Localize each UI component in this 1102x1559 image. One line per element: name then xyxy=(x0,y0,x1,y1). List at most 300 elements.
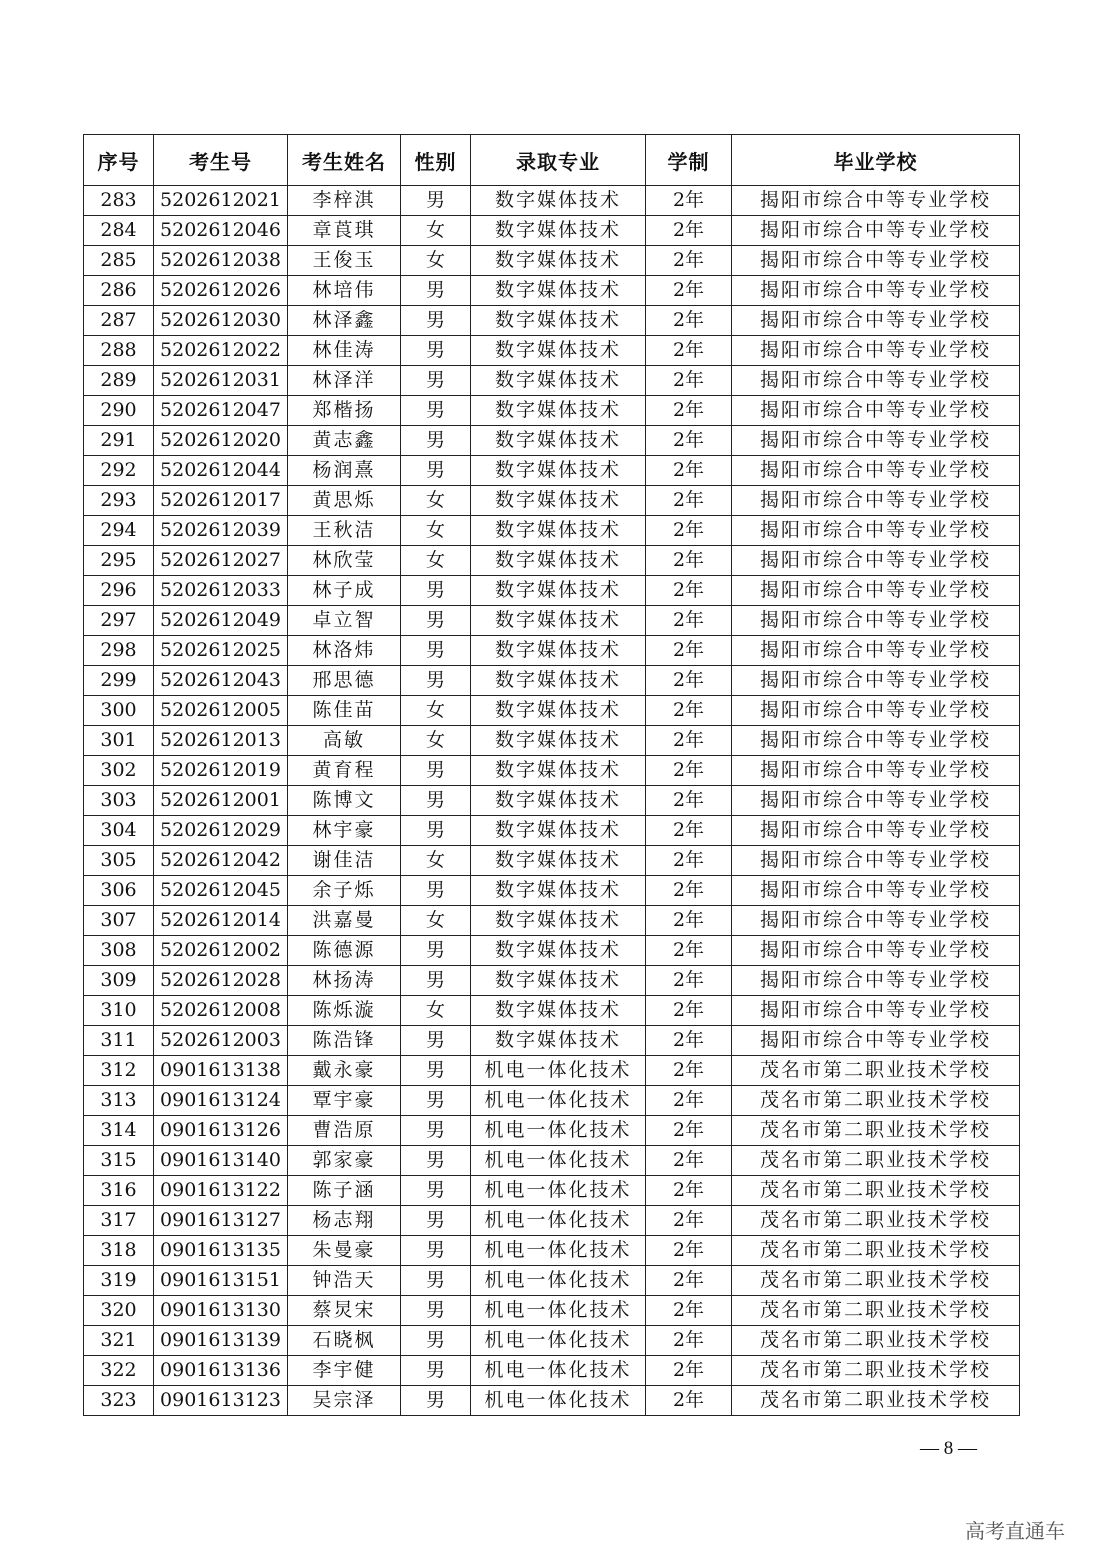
cell-major: 机电一体化技术 xyxy=(471,1116,646,1146)
cell-school: 茂名市第二职业技术学校 xyxy=(732,1326,1020,1356)
header-duration: 学制 xyxy=(646,135,732,186)
cell-name: 林泽鑫 xyxy=(288,306,401,336)
cell-name: 曹浩原 xyxy=(288,1116,401,1146)
cell-school: 茂名市第二职业技术学校 xyxy=(732,1116,1020,1146)
table-row xyxy=(84,726,1020,756)
cell-name: 石晓枫 xyxy=(288,1326,401,1356)
cell-major: 数字媒体技术 xyxy=(471,726,646,756)
table-row xyxy=(84,1026,1020,1056)
cell-major: 数字媒体技术 xyxy=(471,426,646,456)
cell-serial: 283 xyxy=(84,186,154,216)
cell-serial: 297 xyxy=(84,606,154,636)
cell-duration: 2年 xyxy=(646,396,732,426)
cell-serial: 294 xyxy=(84,516,154,546)
cell-exam-id: 5202612003 xyxy=(154,1026,288,1056)
cell-gender: 男 xyxy=(401,1356,471,1386)
cell-gender: 男 xyxy=(401,966,471,996)
cell-serial: 287 xyxy=(84,306,154,336)
table-row xyxy=(84,756,1020,786)
cell-gender: 男 xyxy=(401,786,471,816)
cell-gender: 男 xyxy=(401,456,471,486)
cell-gender: 男 xyxy=(401,1206,471,1236)
cell-serial: 299 xyxy=(84,666,154,696)
cell-serial: 300 xyxy=(84,696,154,726)
cell-duration: 2年 xyxy=(646,426,732,456)
cell-major: 机电一体化技术 xyxy=(471,1296,646,1326)
cell-serial: 315 xyxy=(84,1146,154,1176)
table-row xyxy=(84,846,1020,876)
cell-school: 茂名市第二职业技术学校 xyxy=(732,1266,1020,1296)
cell-exam-id: 5202612031 xyxy=(154,366,288,396)
cell-serial: 286 xyxy=(84,276,154,306)
cell-major: 数字媒体技术 xyxy=(471,216,646,246)
cell-gender: 男 xyxy=(401,1296,471,1326)
cell-exam-id: 5202612021 xyxy=(154,186,288,216)
cell-exam-id: 5202612042 xyxy=(154,846,288,876)
cell-duration: 2年 xyxy=(646,216,732,246)
cell-serial: 303 xyxy=(84,786,154,816)
cell-serial: 319 xyxy=(84,1266,154,1296)
watermark: 高考直通车 xyxy=(965,1519,1065,1543)
cell-name: 高敏 xyxy=(288,726,401,756)
cell-gender: 女 xyxy=(401,996,471,1026)
cell-school: 揭阳市综合中等专业学校 xyxy=(732,456,1020,486)
cell-duration: 2年 xyxy=(646,696,732,726)
cell-major: 机电一体化技术 xyxy=(471,1386,646,1416)
cell-school: 茂名市第二职业技术学校 xyxy=(732,1146,1020,1176)
cell-gender: 男 xyxy=(401,1116,471,1146)
cell-school: 揭阳市综合中等专业学校 xyxy=(732,816,1020,846)
cell-gender: 男 xyxy=(401,306,471,336)
cell-name: 杨润熹 xyxy=(288,456,401,486)
cell-school: 茂名市第二职业技术学校 xyxy=(732,1056,1020,1086)
cell-major: 数字媒体技术 xyxy=(471,666,646,696)
cell-major: 数字媒体技术 xyxy=(471,576,646,606)
cell-duration: 2年 xyxy=(646,516,732,546)
cell-exam-id: 0901613122 xyxy=(154,1176,288,1206)
cell-name: 陈德源 xyxy=(288,936,401,966)
cell-exam-id: 5202612044 xyxy=(154,456,288,486)
cell-school: 茂名市第二职业技术学校 xyxy=(732,1386,1020,1416)
cell-serial: 311 xyxy=(84,1026,154,1056)
cell-exam-id: 5202612019 xyxy=(154,756,288,786)
cell-serial: 301 xyxy=(84,726,154,756)
cell-school: 揭阳市综合中等专业学校 xyxy=(732,936,1020,966)
cell-gender: 男 xyxy=(401,1326,471,1356)
cell-major: 机电一体化技术 xyxy=(471,1056,646,1086)
cell-gender: 女 xyxy=(401,846,471,876)
cell-exam-id: 5202612028 xyxy=(154,966,288,996)
cell-school: 揭阳市综合中等专业学校 xyxy=(732,756,1020,786)
cell-name: 章莨琪 xyxy=(288,216,401,246)
cell-major: 数字媒体技术 xyxy=(471,516,646,546)
cell-name: 陈博文 xyxy=(288,786,401,816)
cell-name: 吴宗泽 xyxy=(288,1386,401,1416)
cell-school: 揭阳市综合中等专业学校 xyxy=(732,426,1020,456)
cell-serial: 314 xyxy=(84,1116,154,1146)
cell-duration: 2年 xyxy=(646,486,732,516)
cell-exam-id: 5202612046 xyxy=(154,216,288,246)
cell-exam-id: 5202612029 xyxy=(154,816,288,846)
cell-school: 揭阳市综合中等专业学校 xyxy=(732,876,1020,906)
cell-major: 数字媒体技术 xyxy=(471,606,646,636)
cell-duration: 2年 xyxy=(646,726,732,756)
table-row xyxy=(84,606,1020,636)
cell-gender: 男 xyxy=(401,1086,471,1116)
cell-name: 林欣莹 xyxy=(288,546,401,576)
cell-name: 卓立智 xyxy=(288,606,401,636)
cell-school: 茂名市第二职业技术学校 xyxy=(732,1236,1020,1266)
cell-duration: 2年 xyxy=(646,996,732,1026)
cell-major: 机电一体化技术 xyxy=(471,1236,646,1266)
cell-name: 林扬涛 xyxy=(288,966,401,996)
table-row xyxy=(84,516,1020,546)
cell-major: 机电一体化技术 xyxy=(471,1086,646,1116)
table-row xyxy=(84,906,1020,936)
cell-exam-id: 5202612026 xyxy=(154,276,288,306)
cell-serial: 313 xyxy=(84,1086,154,1116)
cell-name: 郑楷扬 xyxy=(288,396,401,426)
cell-school: 揭阳市综合中等专业学校 xyxy=(732,906,1020,936)
cell-gender: 男 xyxy=(401,276,471,306)
cell-name: 黄思烁 xyxy=(288,486,401,516)
cell-serial: 317 xyxy=(84,1206,154,1236)
table-row xyxy=(84,696,1020,726)
cell-exam-id: 5202612017 xyxy=(154,486,288,516)
cell-duration: 2年 xyxy=(646,966,732,996)
table-row xyxy=(84,336,1020,366)
cell-gender: 男 xyxy=(401,606,471,636)
cell-serial: 285 xyxy=(84,246,154,276)
cell-major: 数字媒体技术 xyxy=(471,336,646,366)
cell-major: 数字媒体技术 xyxy=(471,696,646,726)
table-row xyxy=(84,366,1020,396)
cell-exam-id: 0901613151 xyxy=(154,1266,288,1296)
cell-duration: 2年 xyxy=(646,186,732,216)
header-serial: 序号 xyxy=(84,135,154,186)
cell-gender: 男 xyxy=(401,1056,471,1086)
cell-duration: 2年 xyxy=(646,1146,732,1176)
cell-duration: 2年 xyxy=(646,1056,732,1086)
cell-school: 揭阳市综合中等专业学校 xyxy=(732,666,1020,696)
cell-duration: 2年 xyxy=(646,756,732,786)
cell-exam-id: 5202612005 xyxy=(154,696,288,726)
cell-exam-id: 5202612045 xyxy=(154,876,288,906)
cell-name: 林洛炜 xyxy=(288,636,401,666)
cell-duration: 2年 xyxy=(646,366,732,396)
cell-school: 揭阳市综合中等专业学校 xyxy=(732,366,1020,396)
cell-duration: 2年 xyxy=(646,906,732,936)
cell-major: 数字媒体技术 xyxy=(471,276,646,306)
cell-duration: 2年 xyxy=(646,816,732,846)
table-row xyxy=(84,1266,1020,1296)
table-row xyxy=(84,666,1020,696)
cell-major: 机电一体化技术 xyxy=(471,1206,646,1236)
cell-duration: 2年 xyxy=(646,1296,732,1326)
cell-exam-id: 0901613139 xyxy=(154,1326,288,1356)
cell-serial: 290 xyxy=(84,396,154,426)
cell-gender: 男 xyxy=(401,936,471,966)
table-row xyxy=(84,456,1020,486)
cell-school: 揭阳市综合中等专业学校 xyxy=(732,546,1020,576)
table-row xyxy=(84,1356,1020,1386)
cell-name: 戴永豪 xyxy=(288,1056,401,1086)
cell-exam-id: 5202612038 xyxy=(154,246,288,276)
cell-school: 揭阳市综合中等专业学校 xyxy=(732,396,1020,426)
cell-major: 数字媒体技术 xyxy=(471,456,646,486)
cell-major: 机电一体化技术 xyxy=(471,1326,646,1356)
cell-exam-id: 5202612008 xyxy=(154,996,288,1026)
cell-name: 林子成 xyxy=(288,576,401,606)
cell-major: 数字媒体技术 xyxy=(471,996,646,1026)
cell-serial: 289 xyxy=(84,366,154,396)
cell-gender: 女 xyxy=(401,216,471,246)
cell-exam-id: 0901613127 xyxy=(154,1206,288,1236)
cell-school: 揭阳市综合中等专业学校 xyxy=(732,966,1020,996)
table-row xyxy=(84,816,1020,846)
cell-gender: 男 xyxy=(401,396,471,426)
header-name: 考生姓名 xyxy=(288,135,401,186)
table-row xyxy=(84,786,1020,816)
cell-name: 洪嘉曼 xyxy=(288,906,401,936)
cell-gender: 男 xyxy=(401,876,471,906)
cell-name: 黄志鑫 xyxy=(288,426,401,456)
cell-exam-id: 5202612039 xyxy=(154,516,288,546)
cell-duration: 2年 xyxy=(646,1086,732,1116)
cell-duration: 2年 xyxy=(646,666,732,696)
cell-major: 机电一体化技术 xyxy=(471,1176,646,1206)
cell-duration: 2年 xyxy=(646,276,732,306)
cell-school: 揭阳市综合中等专业学校 xyxy=(732,246,1020,276)
cell-duration: 2年 xyxy=(646,936,732,966)
cell-school: 茂名市第二职业技术学校 xyxy=(732,1176,1020,1206)
cell-school: 揭阳市综合中等专业学校 xyxy=(732,696,1020,726)
admission-table xyxy=(83,134,1020,1416)
cell-major: 数字媒体技术 xyxy=(471,846,646,876)
cell-school: 揭阳市综合中等专业学校 xyxy=(732,216,1020,246)
cell-name: 朱曼豪 xyxy=(288,1236,401,1266)
table-row xyxy=(84,546,1020,576)
cell-duration: 2年 xyxy=(646,1386,732,1416)
table-row xyxy=(84,1056,1020,1086)
cell-exam-id: 5202612014 xyxy=(154,906,288,936)
cell-duration: 2年 xyxy=(646,336,732,366)
cell-serial: 316 xyxy=(84,1176,154,1206)
table-row xyxy=(84,246,1020,276)
table-row xyxy=(84,1086,1020,1116)
cell-gender: 女 xyxy=(401,906,471,936)
cell-school: 茂名市第二职业技术学校 xyxy=(732,1296,1020,1326)
cell-serial: 323 xyxy=(84,1386,154,1416)
cell-exam-id: 0901613138 xyxy=(154,1056,288,1086)
cell-name: 谢佳洁 xyxy=(288,846,401,876)
cell-name: 陈子涵 xyxy=(288,1176,401,1206)
cell-major: 数字媒体技术 xyxy=(471,786,646,816)
cell-serial: 312 xyxy=(84,1056,154,1086)
cell-school: 揭阳市综合中等专业学校 xyxy=(732,516,1020,546)
table-row xyxy=(84,396,1020,426)
cell-name: 杨志翔 xyxy=(288,1206,401,1236)
cell-major: 数字媒体技术 xyxy=(471,816,646,846)
table-row xyxy=(84,486,1020,516)
cell-duration: 2年 xyxy=(646,876,732,906)
cell-major: 数字媒体技术 xyxy=(471,906,646,936)
cell-name: 林佳涛 xyxy=(288,336,401,366)
cell-serial: 305 xyxy=(84,846,154,876)
cell-school: 揭阳市综合中等专业学校 xyxy=(732,486,1020,516)
cell-gender: 男 xyxy=(401,426,471,456)
table-row xyxy=(84,1176,1020,1206)
cell-serial: 302 xyxy=(84,756,154,786)
cell-serial: 292 xyxy=(84,456,154,486)
cell-serial: 308 xyxy=(84,936,154,966)
cell-name: 钟浩天 xyxy=(288,1266,401,1296)
cell-school: 茂名市第二职业技术学校 xyxy=(732,1206,1020,1236)
cell-duration: 2年 xyxy=(646,456,732,486)
cell-school: 揭阳市综合中等专业学校 xyxy=(732,786,1020,816)
cell-duration: 2年 xyxy=(646,1176,732,1206)
cell-gender: 女 xyxy=(401,696,471,726)
table-row xyxy=(84,1386,1020,1416)
cell-serial: 295 xyxy=(84,546,154,576)
cell-major: 数字媒体技术 xyxy=(471,246,646,276)
cell-exam-id: 5202612027 xyxy=(154,546,288,576)
cell-school: 揭阳市综合中等专业学校 xyxy=(732,186,1020,216)
cell-name: 余子烁 xyxy=(288,876,401,906)
cell-duration: 2年 xyxy=(646,576,732,606)
cell-duration: 2年 xyxy=(646,1206,732,1236)
table-row xyxy=(84,276,1020,306)
cell-serial: 309 xyxy=(84,966,154,996)
cell-gender: 女 xyxy=(401,516,471,546)
cell-name: 郭家豪 xyxy=(288,1146,401,1176)
cell-gender: 男 xyxy=(401,1266,471,1296)
cell-exam-id: 0901613123 xyxy=(154,1386,288,1416)
cell-school: 揭阳市综合中等专业学校 xyxy=(732,306,1020,336)
header-major: 录取专业 xyxy=(471,135,646,186)
cell-name: 林泽洋 xyxy=(288,366,401,396)
cell-duration: 2年 xyxy=(646,1266,732,1296)
table-row xyxy=(84,996,1020,1026)
cell-name: 邢思德 xyxy=(288,666,401,696)
table-row xyxy=(84,636,1020,666)
table-row xyxy=(84,936,1020,966)
cell-name: 李宇健 xyxy=(288,1356,401,1386)
cell-name: 林培伟 xyxy=(288,276,401,306)
cell-duration: 2年 xyxy=(646,846,732,876)
cell-gender: 男 xyxy=(401,1386,471,1416)
cell-exam-id: 5202612020 xyxy=(154,426,288,456)
table-row xyxy=(84,306,1020,336)
table-row xyxy=(84,576,1020,606)
cell-gender: 女 xyxy=(401,246,471,276)
cell-major: 机电一体化技术 xyxy=(471,1146,646,1176)
cell-duration: 2年 xyxy=(646,1356,732,1386)
cell-exam-id: 0901613135 xyxy=(154,1236,288,1266)
cell-serial: 307 xyxy=(84,906,154,936)
cell-exam-id: 0901613124 xyxy=(154,1086,288,1116)
cell-serial: 298 xyxy=(84,636,154,666)
cell-serial: 284 xyxy=(84,216,154,246)
cell-gender: 女 xyxy=(401,486,471,516)
cell-exam-id: 5202612002 xyxy=(154,936,288,966)
cell-gender: 男 xyxy=(401,1176,471,1206)
cell-serial: 322 xyxy=(84,1356,154,1386)
table-header-row xyxy=(84,135,1020,186)
cell-name: 覃宇豪 xyxy=(288,1086,401,1116)
cell-duration: 2年 xyxy=(646,606,732,636)
cell-duration: 2年 xyxy=(646,1236,732,1266)
cell-serial: 293 xyxy=(84,486,154,516)
cell-exam-id: 5202612043 xyxy=(154,666,288,696)
cell-major: 数字媒体技术 xyxy=(471,306,646,336)
cell-school: 揭阳市综合中等专业学校 xyxy=(732,336,1020,366)
cell-school: 茂名市第二职业技术学校 xyxy=(732,1356,1020,1386)
header-exam-id: 考生号 xyxy=(154,135,288,186)
table-row xyxy=(84,186,1020,216)
cell-exam-id: 5202612001 xyxy=(154,786,288,816)
table-row xyxy=(84,966,1020,996)
cell-major: 机电一体化技术 xyxy=(471,1356,646,1386)
table-row xyxy=(84,876,1020,906)
page-number: — 8 — xyxy=(920,1438,977,1459)
cell-major: 数字媒体技术 xyxy=(471,756,646,786)
table-row xyxy=(84,1206,1020,1236)
table-row xyxy=(84,1146,1020,1176)
cell-name: 陈浩锋 xyxy=(288,1026,401,1056)
cell-duration: 2年 xyxy=(646,786,732,816)
cell-serial: 291 xyxy=(84,426,154,456)
cell-serial: 310 xyxy=(84,996,154,1026)
cell-exam-id: 5202612030 xyxy=(154,306,288,336)
cell-gender: 男 xyxy=(401,186,471,216)
cell-gender: 男 xyxy=(401,666,471,696)
cell-exam-id: 0901613130 xyxy=(154,1296,288,1326)
cell-serial: 320 xyxy=(84,1296,154,1326)
cell-exam-id: 5202612025 xyxy=(154,636,288,666)
cell-major: 数字媒体技术 xyxy=(471,396,646,426)
cell-school: 揭阳市综合中等专业学校 xyxy=(732,276,1020,306)
cell-duration: 2年 xyxy=(646,1116,732,1146)
cell-gender: 男 xyxy=(401,1026,471,1056)
cell-name: 王秋洁 xyxy=(288,516,401,546)
cell-serial: 306 xyxy=(84,876,154,906)
cell-name: 陈佳苗 xyxy=(288,696,401,726)
cell-school: 茂名市第二职业技术学校 xyxy=(732,1086,1020,1116)
cell-major: 数字媒体技术 xyxy=(471,366,646,396)
cell-duration: 2年 xyxy=(646,1326,732,1356)
cell-school: 揭阳市综合中等专业学校 xyxy=(732,1026,1020,1056)
cell-duration: 2年 xyxy=(646,246,732,276)
cell-serial: 321 xyxy=(84,1326,154,1356)
cell-gender: 男 xyxy=(401,366,471,396)
cell-gender: 男 xyxy=(401,1236,471,1266)
table-row xyxy=(84,1296,1020,1326)
cell-major: 数字媒体技术 xyxy=(471,636,646,666)
cell-gender: 男 xyxy=(401,336,471,366)
cell-serial: 304 xyxy=(84,816,154,846)
cell-exam-id: 0901613140 xyxy=(154,1146,288,1176)
cell-exam-id: 5202612047 xyxy=(154,396,288,426)
cell-exam-id: 5202612049 xyxy=(154,606,288,636)
cell-name: 黄育程 xyxy=(288,756,401,786)
cell-school: 揭阳市综合中等专业学校 xyxy=(732,606,1020,636)
cell-duration: 2年 xyxy=(646,636,732,666)
cell-name: 陈烁漩 xyxy=(288,996,401,1026)
cell-school: 揭阳市综合中等专业学校 xyxy=(732,636,1020,666)
table-row xyxy=(84,1236,1020,1266)
cell-major: 数字媒体技术 xyxy=(471,1026,646,1056)
